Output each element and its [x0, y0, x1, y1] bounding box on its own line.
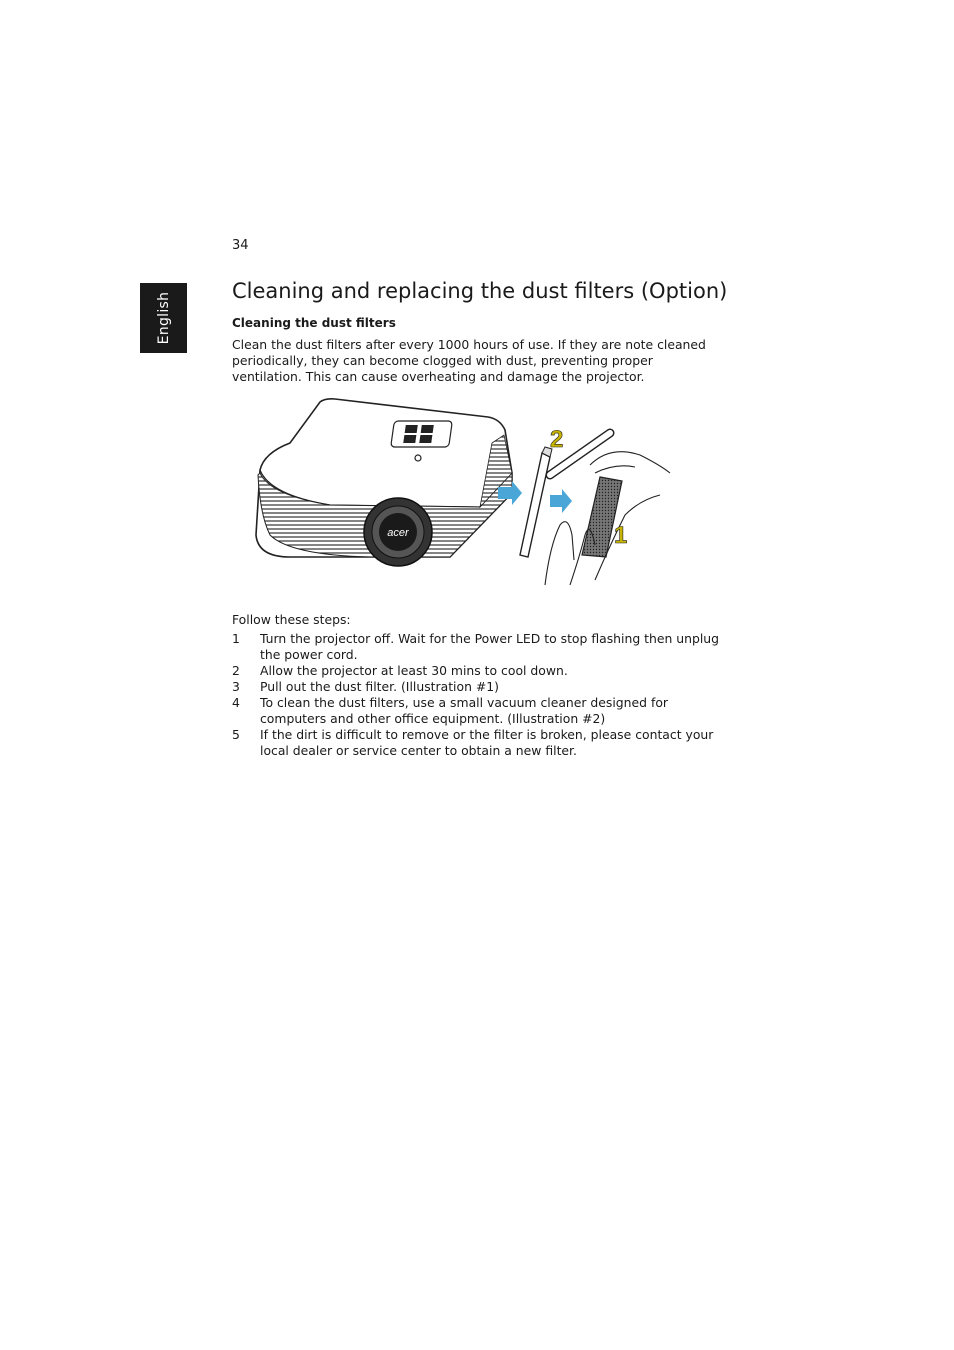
step-number: 3	[232, 679, 240, 694]
step-text: To clean the dust filters, use a small vacuum cleaner designed for computers and other office equipment. (Illustration #2)	[260, 695, 668, 726]
step-item	[232, 631, 722, 663]
step-text: If the dirt is difficult to remove or the filter is broken, please contact your local dealer or service center to obtain a new filter.	[260, 727, 714, 758]
intro-paragraph: Clean the dust filters after every 1000 hours of use. If they are note cleaned periodically, they can become clogged with dust, preventing proper ventilation. This can cause overheating and damage the projector.	[232, 337, 706, 384]
step-text: Turn the projector off. Wait for the Power LED to stop flashing then unplug the power cord.	[260, 631, 719, 662]
step-number: 1	[232, 631, 240, 646]
page-title: Cleaning and replacing the dust filters (Option)	[232, 279, 728, 303]
step-number: 5	[232, 727, 240, 742]
illustration-label-1: 1	[614, 522, 628, 549]
steps-list	[232, 631, 722, 759]
projector-lens	[364, 498, 432, 566]
brand-logo: acer	[387, 527, 409, 539]
removed-filter	[520, 447, 552, 557]
section-subtitle: Cleaning the dust filters	[232, 316, 396, 330]
step-number: 4	[232, 695, 240, 710]
step-item	[232, 663, 722, 679]
step-item	[232, 679, 722, 695]
language-tab-label: English	[155, 291, 172, 345]
dust-filter-illustration	[250, 395, 680, 595]
step-item	[232, 727, 722, 759]
step-text: Allow the projector at least 30 mins to cool down.	[260, 663, 568, 678]
step-number: 2	[232, 663, 240, 678]
step-item	[232, 695, 722, 727]
step-text: Pull out the dust filter. (Illustration #1)	[260, 679, 499, 694]
steps-intro: Follow these steps:	[232, 612, 351, 627]
illustration-label-2: 2	[550, 426, 564, 453]
page-number: 34	[232, 238, 249, 253]
language-tab	[140, 283, 187, 353]
